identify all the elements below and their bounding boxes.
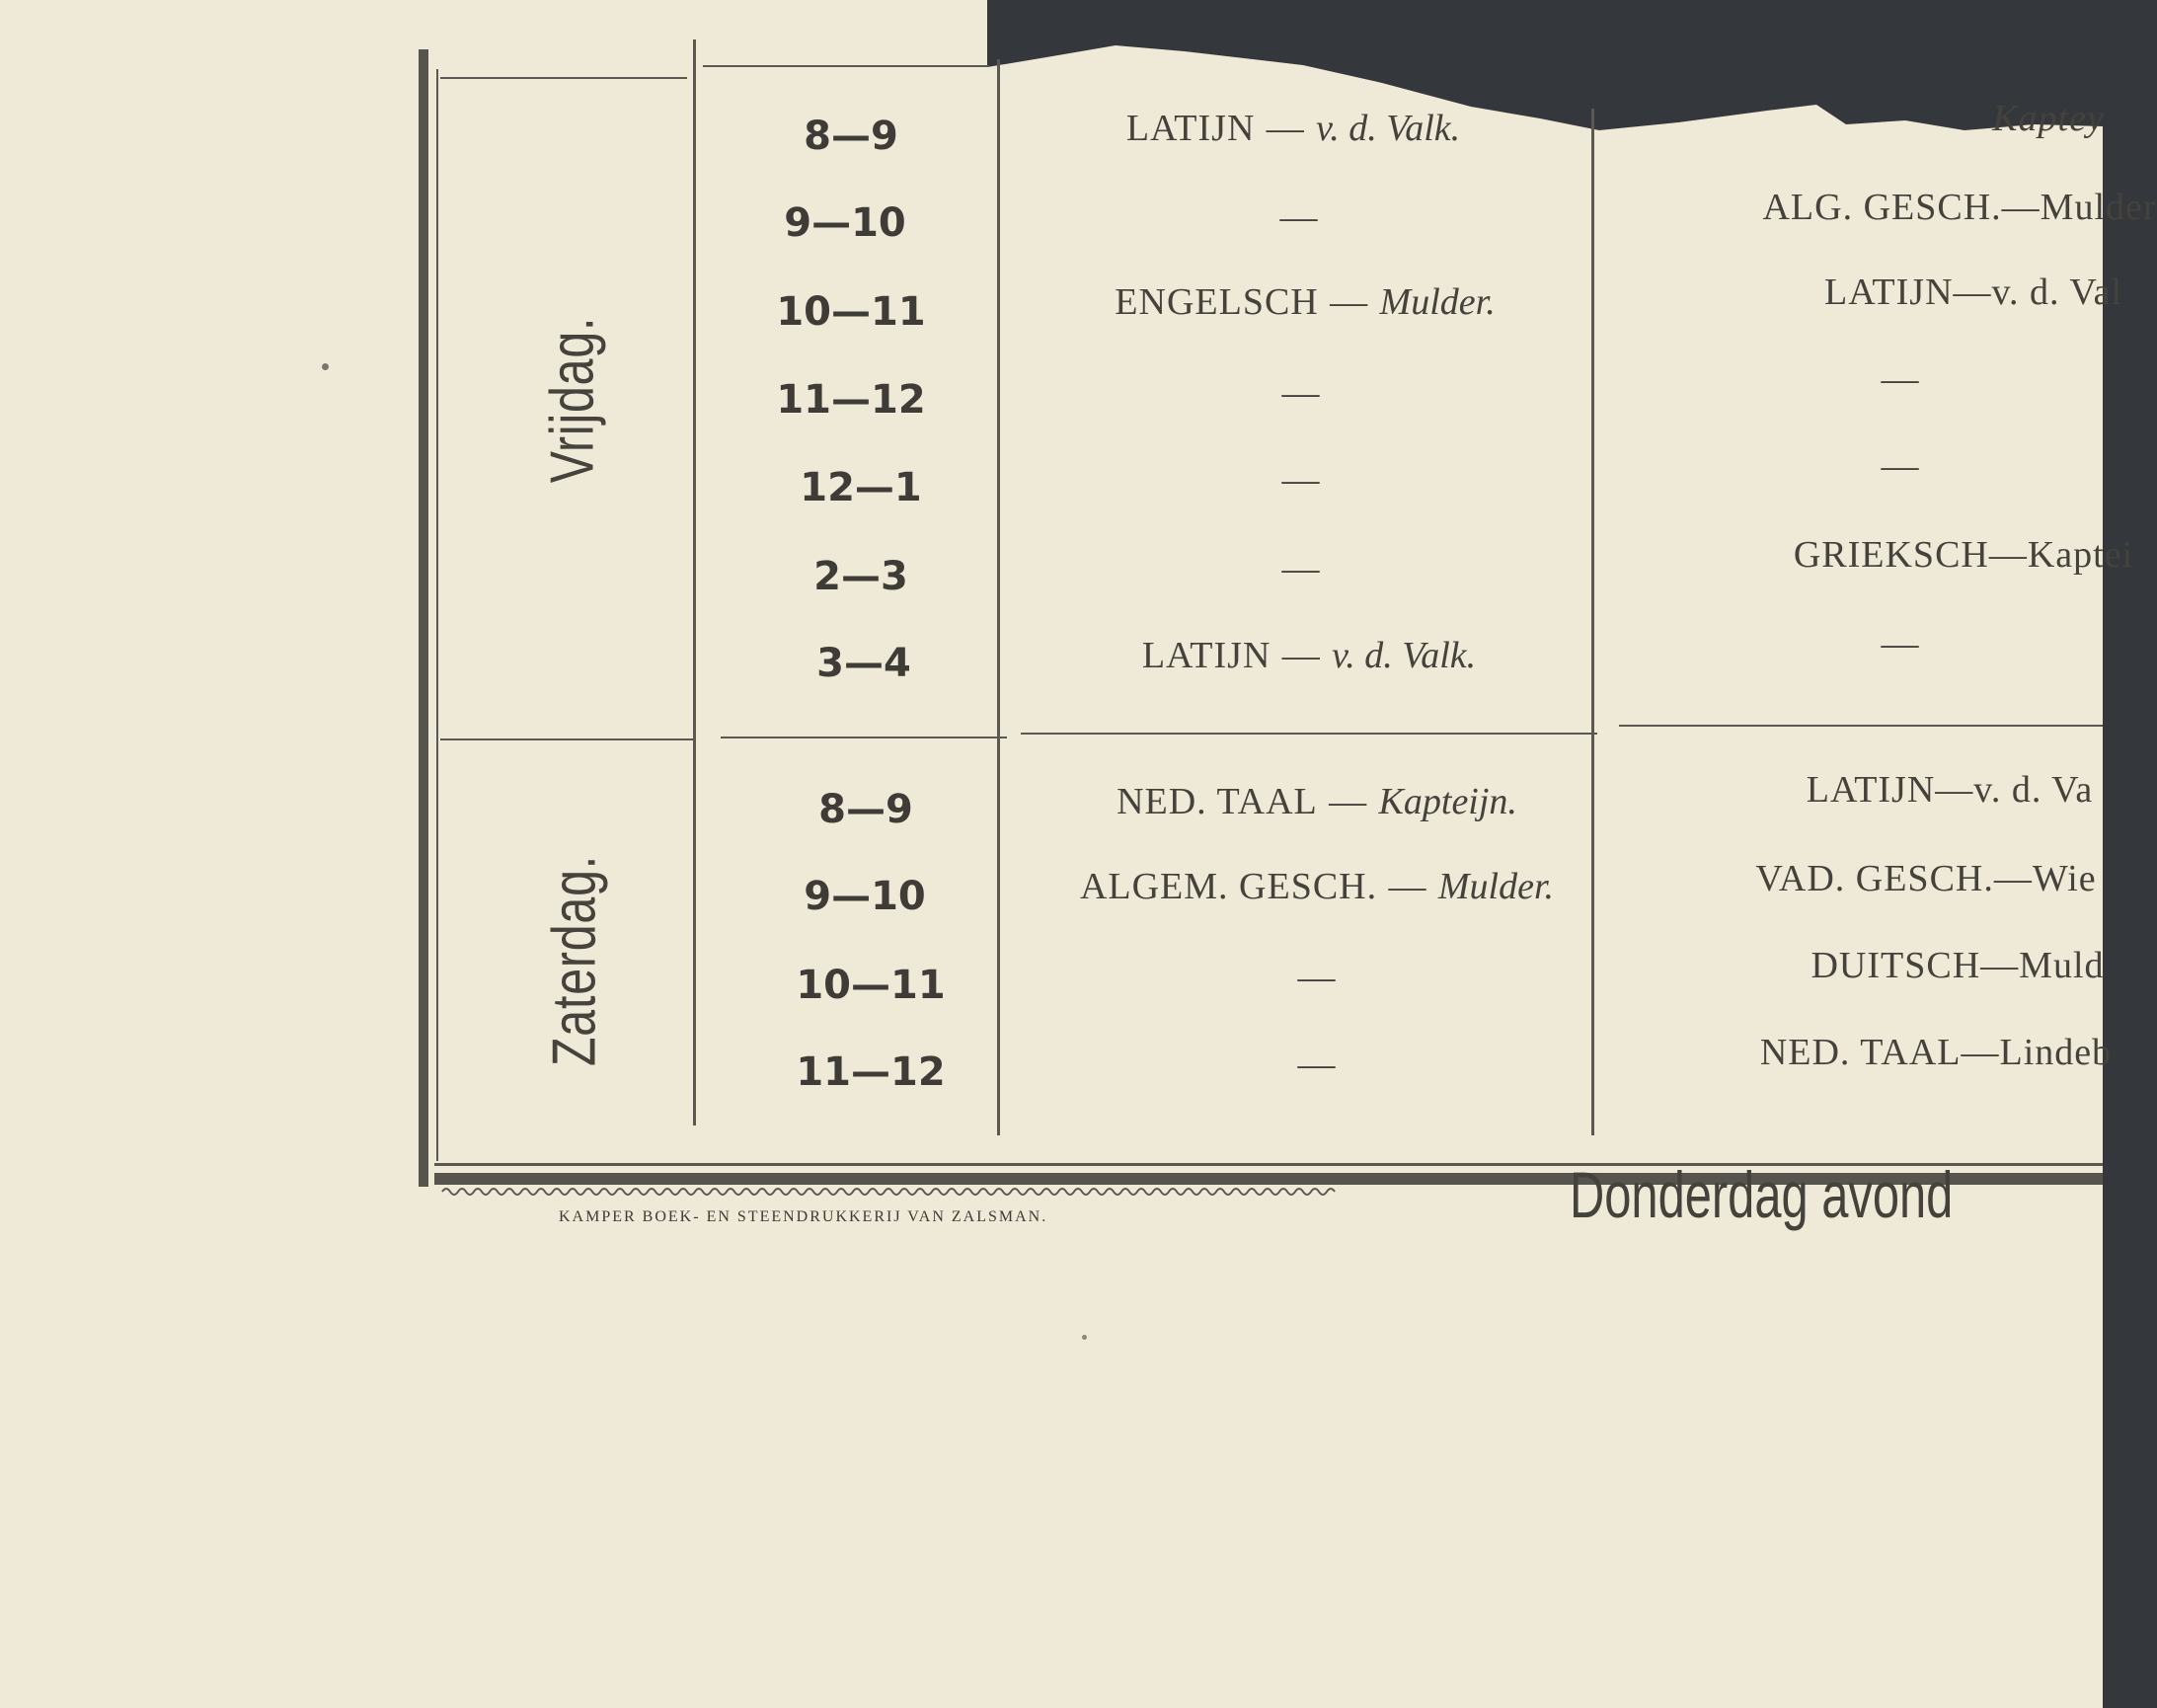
lesson-cell: LATIJN—v. d. Val (1823, 272, 2123, 313)
lesson-cell: — (1297, 1044, 1337, 1085)
rule-day-col (693, 39, 696, 1126)
lesson-cell: — (1279, 196, 1319, 238)
lesson-cell: ALG. GESCH.—Mulder (1762, 187, 2157, 228)
time-slot: 8—9 (804, 114, 898, 159)
printer-imprint: KAMPER BOEK- EN STEENDRUKKERIJ VAN ZALSMAN. (559, 1208, 1048, 1225)
time-slot: 10—11 (796, 963, 946, 1008)
lesson-cell: LATIJN — v. d. Valk. (1141, 635, 1477, 676)
lesson-cell: LATIJN—v. d. Va (1806, 769, 2094, 811)
lesson-cell: — (1281, 459, 1321, 501)
lesson-cell: — (1881, 623, 1920, 664)
time-slot: 12—1 (800, 465, 922, 510)
col2-clip-vrijdag (1594, 59, 2157, 740)
lesson-cell: VAD. GESCH.—Wie (1755, 858, 2097, 899)
ornament-wavy-rule (442, 1185, 1370, 1199)
lesson-cell: GRIEKSCH—Kaptei (1793, 534, 2134, 576)
lesson-cell: LATIJN — v. d. Valk. (1125, 108, 1461, 149)
lesson-cell: DUITSCH—Muld (1810, 945, 2105, 986)
rule-sep-day (440, 738, 695, 740)
lesson-cell: — (1281, 372, 1321, 414)
time-slot: 8—9 (818, 787, 913, 832)
rule-sep-time (721, 737, 1007, 738)
day-label-vrijdag: Vrijdag. (538, 316, 607, 484)
rule-top-time (703, 65, 989, 67)
rule-time-col (997, 59, 1000, 1135)
col2-clip-zaterdag (1594, 740, 2113, 1155)
time-slot: 2—3 (813, 554, 908, 599)
time-slot: 10—11 (776, 289, 926, 335)
time-slot: 11—12 (776, 377, 926, 423)
time-slot: 9—10 (784, 200, 906, 246)
paper-speck (1082, 1335, 1087, 1340)
frame-left-thin (436, 69, 438, 1161)
lesson-cell: — (1881, 358, 1920, 400)
lesson-cell: ENGELSCH — Mulder. (1115, 281, 1496, 323)
time-slot: 9—10 (804, 874, 926, 919)
lesson-cell: — (1281, 548, 1321, 589)
lesson-cell: — (1881, 445, 1920, 487)
frame-left-thick (419, 49, 428, 1187)
rule-top-day (440, 77, 687, 79)
lesson-cell-torn: Kaptey (1992, 98, 2105, 139)
day-label-zaterdag: Zaterdag. (540, 854, 609, 1067)
lesson-cell: NED. TAAL—Lindeb (1759, 1032, 2113, 1073)
rule-sep-col1 (1021, 733, 1597, 735)
time-slot: 11—12 (796, 1049, 946, 1095)
lesson-cell: NED. TAAL — Kapteijn. (1117, 781, 1517, 822)
time-slot: 3—4 (816, 641, 911, 686)
paper-speck (322, 363, 329, 370)
lesson-cell: ALGEM. GESCH. — Mulder. (1079, 866, 1555, 907)
footer-note: Donderdag avond (1570, 1158, 1954, 1231)
lesson-cell: — (1297, 957, 1337, 998)
